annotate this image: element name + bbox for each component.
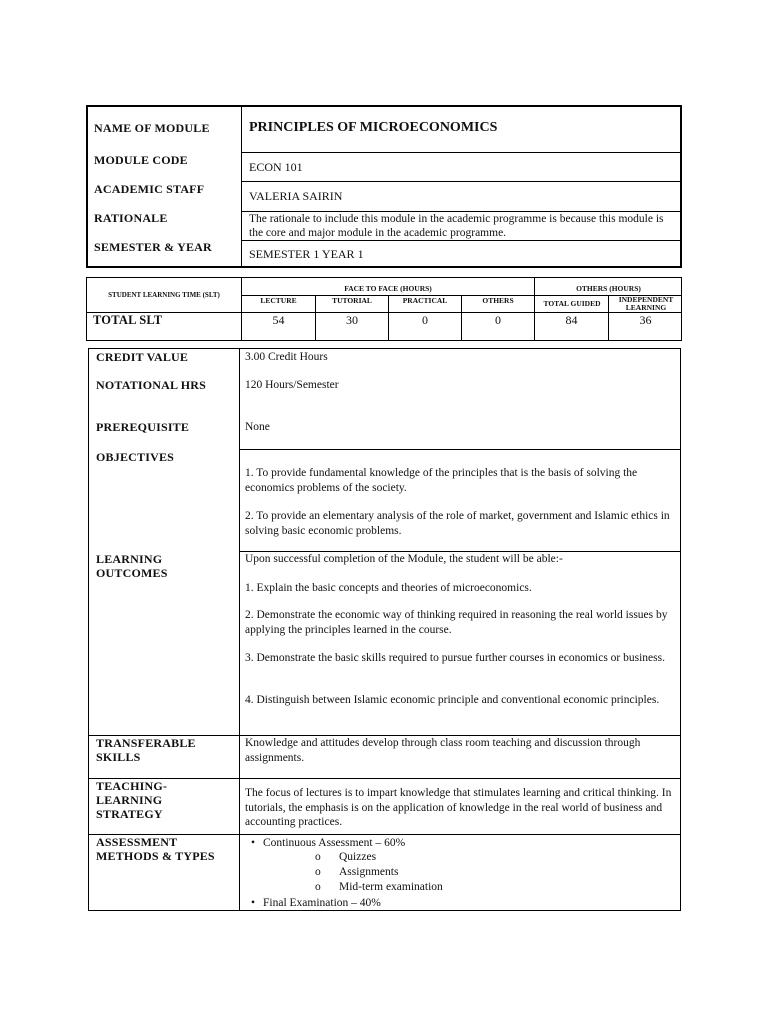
total-guided-hours: 84	[565, 312, 578, 327]
notational-hrs-value: 120 Hours/Semester	[245, 379, 339, 391]
slt-table	[86, 277, 682, 341]
others-hours: 0	[495, 312, 501, 327]
tutorial-hours: 30	[346, 312, 358, 327]
module-name-label: NAME OF MODULE	[94, 121, 210, 135]
col-lecture: LECTURE	[260, 296, 297, 305]
module-code-label: MODULE CODE	[94, 153, 188, 167]
teaching-strategy-label: TEACHING-LEARNING STRATEGY	[96, 779, 168, 821]
col-tutorial: TUTORIAL	[332, 296, 372, 305]
credit-value-label: CREDIT VALUE	[96, 350, 189, 364]
academic-staff-value: VALERIA SAIRIN	[249, 189, 343, 203]
sub-bullet-icon: o	[315, 866, 321, 878]
slt-header-label: STUDENT LEARNING TIME (SLT)	[108, 291, 220, 299]
assessment-sub-item: Mid-term examination	[339, 881, 443, 893]
semester-value: SEMESTER 1 YEAR 1	[249, 247, 364, 261]
assessment-sub-item: Quizzes	[339, 851, 377, 863]
sub-bullet-icon: o	[315, 881, 321, 893]
face-to-face-group: FACE TO FACE (HOURS)	[344, 283, 432, 293]
objective-item: 1. To provide fundamental knowledge of the principles that is the basis of solving the economics problems of the society.	[245, 467, 638, 494]
independent-hours: 36	[639, 312, 652, 327]
assessment-sub-item: Assignments	[339, 866, 399, 878]
transferable-skills-value: Knowledge and attitudes develop through class room teaching and discussion through assignments.	[245, 737, 641, 764]
module-details-table	[88, 348, 681, 911]
credit-value: 3.00 Credit Hours	[245, 351, 328, 363]
learning-outcomes-label: LEARNING OUTCOMES	[96, 552, 168, 580]
others-group: OTHERS (HOURS)	[576, 283, 641, 293]
rationale-value: The rationale to include this module in the academic programme is because this module is the core and major module in the academic programme.	[249, 213, 664, 239]
outcome-item: 2. Demonstrate the economic way of thinking required in reasoning the real world issues by applying the principles learned in the course.	[245, 609, 668, 636]
prerequisite-label: PREREQUISITE	[96, 420, 190, 434]
semester-label: SEMESTER & YEAR	[94, 240, 212, 254]
bullet-icon: •	[251, 837, 256, 849]
col-total-guided: TOTAL GUIDED	[543, 299, 601, 308]
lecture-hours: 54	[272, 312, 285, 327]
outcome-item: 1. Explain the basic concepts and theories of microeconomics.	[245, 582, 532, 594]
module-code-value: ECON 101	[249, 160, 303, 174]
outcome-item: 4. Distinguish between Islamic economic principle and conventional economic principles.	[245, 694, 660, 706]
module-info-table	[86, 105, 682, 268]
sub-bullet-icon: o	[315, 851, 321, 863]
prerequisite-value: None	[245, 421, 270, 433]
transferable-skills-label: TRANSFERABLE SKILLS	[96, 736, 196, 764]
col-independent: INDEPENDENT LEARNING	[618, 295, 674, 312]
outcome-item: 3. Demonstrate the basic skills required to pursue further courses in economics or business.	[245, 652, 665, 664]
teaching-strategy-value: The focus of lectures is to impart knowledge that stimulates learning and critical thinking. In tutorials, the emphasis is on the application of knowledge in the real world of business and accounting practices.	[245, 787, 672, 828]
assessment-label: ASSESSMENT METHODS & TYPES	[96, 835, 215, 863]
objective-item: 2. To provide an elementary analysis of the role of market, government and Islamic ethics in solving basic economic problems.	[245, 510, 670, 537]
notational-hrs-label: NOTATIONAL HRS	[96, 378, 207, 392]
objectives-label: OBJECTIVES	[96, 450, 175, 464]
continuous-assessment: Continuous Assessment – 60%	[263, 837, 406, 849]
rationale-label: RATIONALE	[94, 211, 168, 225]
module-name-value: PRINCIPLES OF MICROECONOMICS	[249, 120, 498, 135]
academic-staff-label: ACADEMIC STAFF	[94, 182, 205, 196]
final-examination: Final Examination – 40%	[263, 897, 381, 909]
outcomes-intro: Upon successful completion of the Module, the student will be able:-	[245, 553, 563, 565]
col-others: OTHERS	[482, 296, 514, 305]
total-slt-label: TOTAL SLT	[93, 313, 163, 327]
bullet-icon: •	[251, 897, 256, 909]
practical-hours: 0	[422, 312, 428, 327]
col-practical: PRACTICAL	[402, 296, 448, 305]
